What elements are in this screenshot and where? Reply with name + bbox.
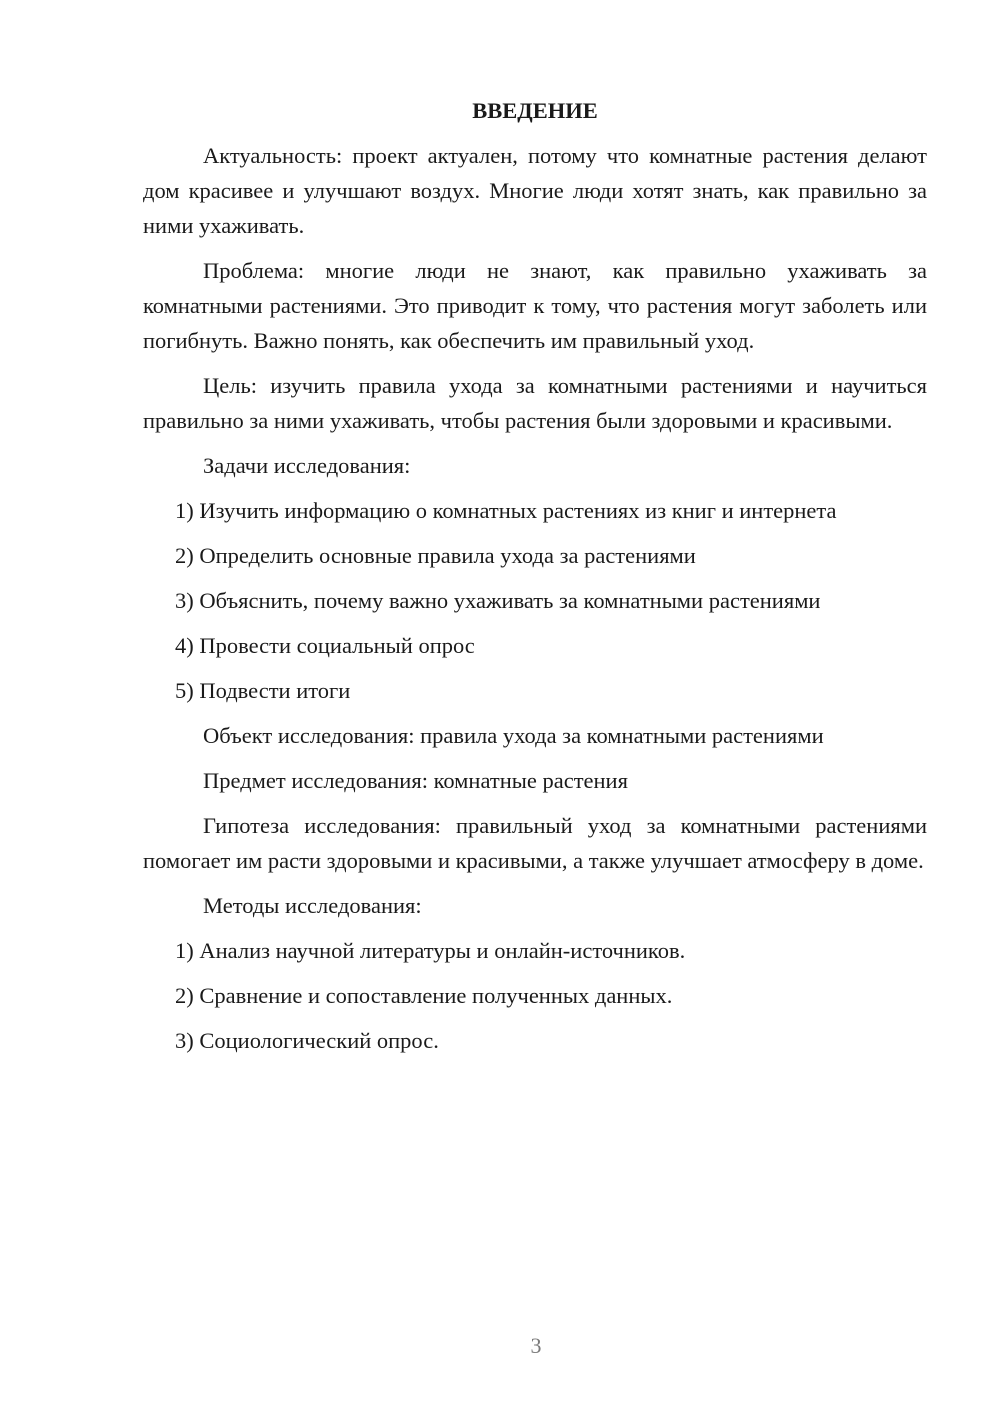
hypothesis-paragraph: Гипотеза исследования: правильный уход за комнатными растениями помогает им расти здоровыми и красивыми, а также улучшает атмосферу в доме.	[143, 813, 927, 873]
task-item: 1) Изучить информацию о комнатных растениях из книг и интернета	[175, 498, 837, 523]
page-number: 3	[530, 1333, 542, 1358]
object-paragraph: Объект исследования: правила ухода за комнатными растениями	[203, 723, 824, 748]
relevance-paragraph: Актуальность: проект актуален, потому что комнатные растения делают дом красивее и улучшают воздух. Многие люди хотят знать, как правильно за ними ухаживать.	[143, 143, 927, 238]
task-item: 4) Провести социальный опрос	[175, 633, 475, 658]
task-item: 5) Подвести итоги	[175, 678, 351, 703]
methods-list	[143, 933, 927, 1058]
page-content	[143, 96, 927, 1068]
subject-paragraph: Предмет исследования: комнатные растения	[203, 768, 628, 793]
goal-paragraph: Цель: изучить правила ухода за комнатными растениями и научиться правильно за ними ухаживать, чтобы растения были здоровыми и красивыми.	[143, 373, 927, 433]
task-item: 2) Определить основные правила ухода за растениями	[175, 543, 696, 568]
tasks-list	[143, 493, 927, 708]
problem-paragraph: Проблема: многие люди не знают, как правильно ухаживать за комнатными растениями. Это приводит к тому, что растения могут заболеть или погибнуть. Важно понять, как обеспечить им правильный уход.	[143, 258, 927, 353]
section-title: ВВЕДЕНИЕ	[472, 98, 598, 123]
task-item: 3) Объяснить, почему важно ухаживать за комнатными растениями	[175, 588, 821, 613]
methods-heading: Методы исследования:	[203, 893, 422, 918]
tasks-heading: Задачи исследования:	[203, 453, 411, 478]
method-item: 3) Социологический опрос.	[175, 1028, 439, 1053]
method-item: 1) Анализ научной литературы и онлайн-источников.	[175, 938, 686, 963]
method-item: 2) Сравнение и сопоставление полученных данных.	[175, 983, 673, 1008]
